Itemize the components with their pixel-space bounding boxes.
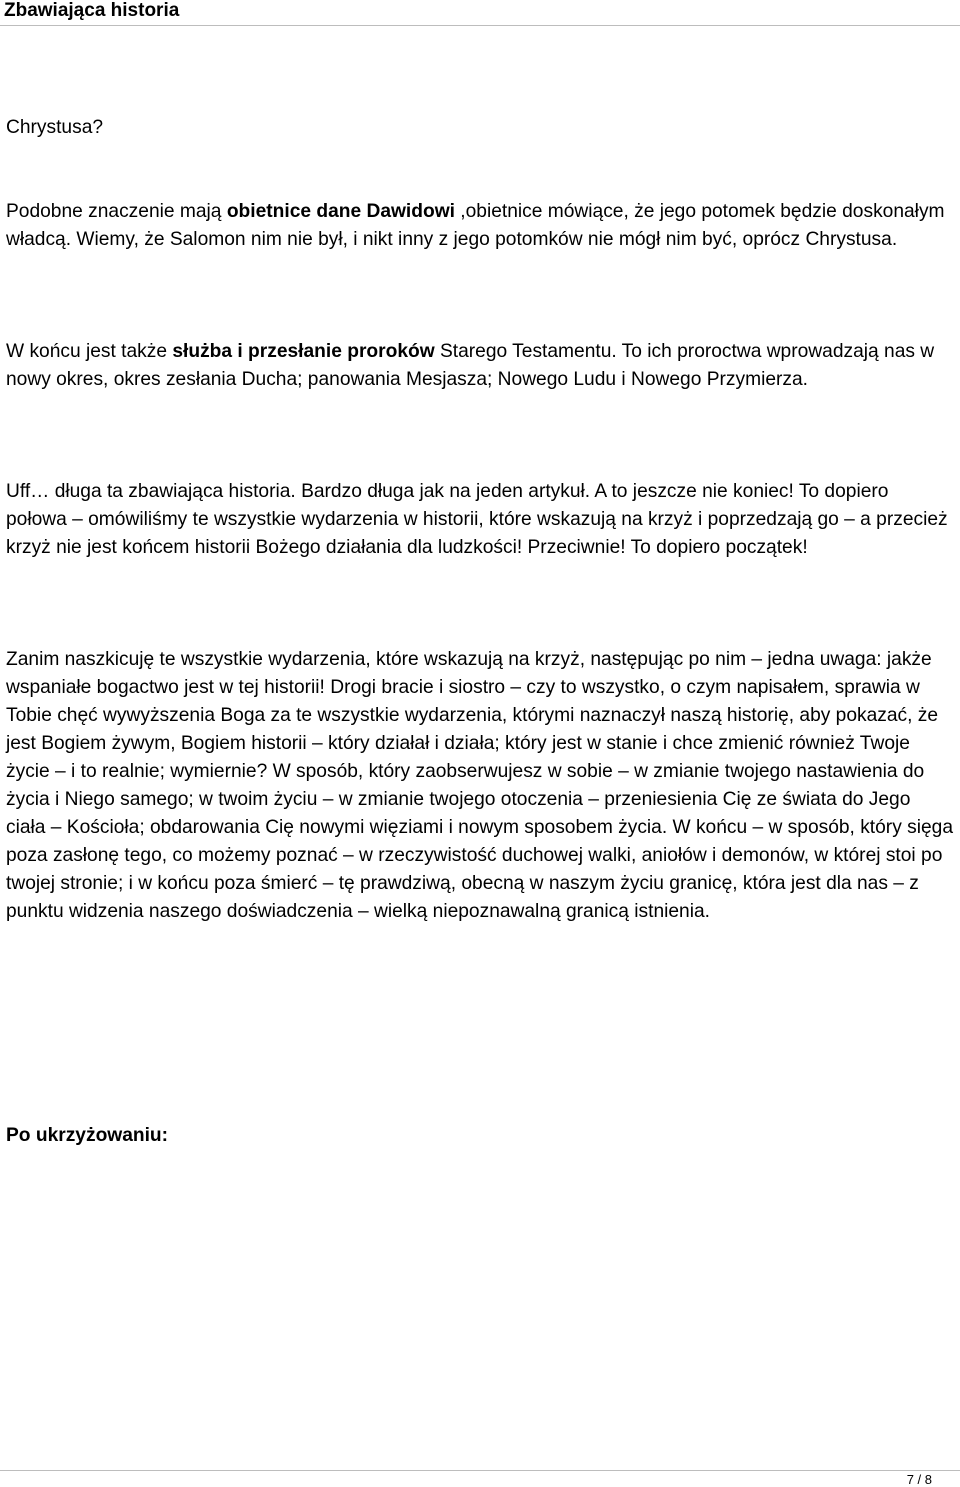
paragraph-3 <box>6 338 954 394</box>
paragraph-3-text-before: W końcu jest także <box>6 341 173 362</box>
paragraph-5 <box>6 646 954 926</box>
paragraph-1-text: Chrystusa? <box>6 117 104 138</box>
paragraph-5-text: Zanim naszkicuję te wszystkie wydarzenia, które wskazują na krzyż, następując po nim – jedna uwaga: jakże wspaniałe bogactwo jest w tej historii! Drogi bracie i siostro – czy to wszystko, o czym napisałem, sprawia w Tobie chęć wywyższenia Boga za te wszystkie wydarzenia, którymi naznaczył naszą historię, aby pokazać, że jest Bogiem żywym, Bogiem historii – który działał i działa; który jest w stanie i chce zmienić również Twoje życie – i to realnie; wymiernie? W sposób, który zaobserwujesz w sobie – w zmianie twojego nastawienia do życia i Niego samego; w twoim życiu – w zmianie twojego otoczenia – przeniesienia Cię ze świata do Jego ciała – Kościoła; obdarowania Cię nowymi więziami i nowym sposobem życia. W końcu – w sposób, który sięga poza zasłonę tego, co możemy poznać – w rzeczywistość duchowej walki, aniołów i demonów, w której stoi po twojej stronie; i w końcu poza śmierć – tę prawdziwą, obecną w naszym życiu granicę, która jest dla nas – z punktu widzenia naszego doświadczenia – wielką niepoznawalną granicą istnienia. <box>6 649 953 922</box>
paragraph-4 <box>6 478 954 562</box>
page-number: 7 / 8 <box>906 1472 932 1487</box>
paragraph-2 <box>6 198 954 254</box>
paragraph-2-bold-phrase: obietnice dane Dawidowi <box>226 201 455 222</box>
page-header <box>0 0 960 26</box>
paragraph-1 <box>6 114 954 142</box>
page-footer <box>0 1470 960 1487</box>
paragraph-2-text-after: ,obietnice mówiące, że jego potomek będzie doskonałym władcą. Wiemy, że Salomon nim nie był, i nikt inny z jego potomków nie mógł nim być, oprócz Chrystusa. <box>6 201 945 250</box>
document-title: Zbawiająca historia <box>4 0 180 21</box>
paragraph-4-text: Uff… długa ta zbawiająca historia. Bardzo długa jak na jeden artykuł. A to jeszcze nie koniec! To dopiero połowa – omówiliśmy te wszystkie wydarzenia w historii, które wskazują na krzyż i poprzedzają go – a przecież krzyż nie jest końcem historii Bożego działania dla ludzkości! Przeciwnie! To dopiero początek! <box>6 481 948 558</box>
paragraph-3-text-after: Starego Testamentu. To ich proroctwa wprowadzają nas w nowy okres, okres zesłania Ducha; panowania Mesjasza; Nowego Ludu i Nowego Przymierza. <box>6 341 935 390</box>
paragraph-3-bold-phrase: służba i przesłanie proroków <box>172 341 435 362</box>
paragraph-2-text-before: Podobne znaczenie mają <box>6 201 227 222</box>
section-heading: Po ukrzyżowaniu: <box>6 1125 169 1146</box>
